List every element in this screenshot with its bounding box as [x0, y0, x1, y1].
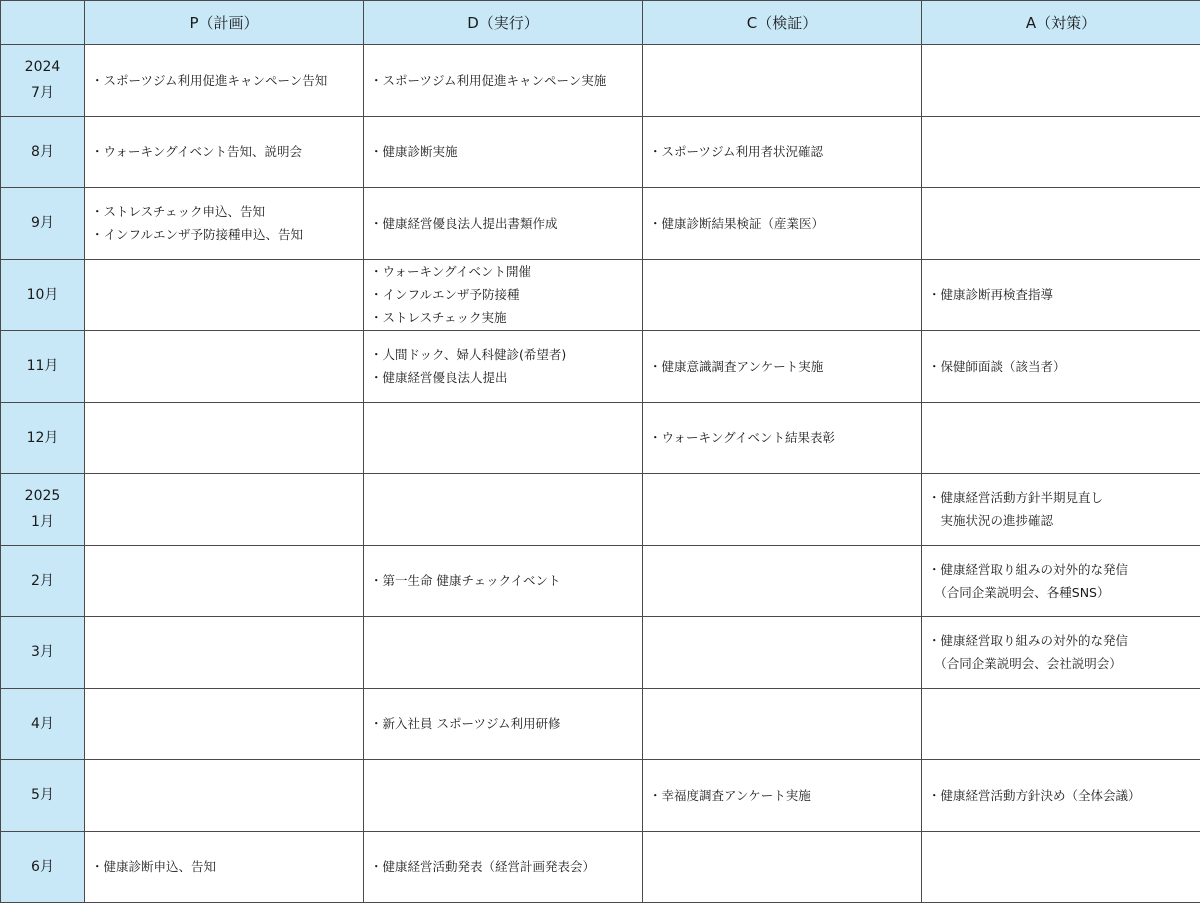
do-cell: [364, 688, 643, 760]
plan-cell: [85, 545, 364, 617]
task-item: ・ 健康意識調査アンケート実施: [649, 355, 917, 378]
do-cell: [364, 617, 643, 689]
act-cell: [922, 259, 1200, 331]
month-cell: [1, 331, 85, 403]
month-label: 1月: [31, 514, 54, 531]
plan-cell: [85, 259, 364, 331]
check-cell: [643, 617, 922, 689]
act-cell: [922, 831, 1200, 903]
table-row: [1, 188, 1200, 260]
act-cell: [922, 474, 1200, 546]
plan-cell: [85, 402, 364, 474]
act-cell: [922, 331, 1200, 403]
table-row: [1, 45, 1200, 117]
month-label: 7月: [31, 85, 54, 102]
month-label: 11月: [26, 358, 59, 375]
month-label: 12月: [26, 429, 59, 446]
task-item: ・ インフルエンザ予防接種申込、告知: [91, 223, 359, 246]
plan-cell: [85, 188, 364, 260]
month-cell: [1, 402, 85, 474]
month-cell: [1, 116, 85, 188]
task-item: ・ 健康経営取り組みの対外的な発信: [928, 629, 1196, 652]
check-cell: [643, 188, 922, 260]
task-item: （合同企業説明会、各種SNS）: [940, 584, 1110, 600]
do-cell: [364, 259, 643, 331]
table-row: [1, 617, 1200, 689]
plan-cell: [85, 617, 364, 689]
check-cell: [643, 831, 922, 903]
table-row: [1, 688, 1200, 760]
act-cell: [922, 545, 1200, 617]
act-cell: [922, 617, 1200, 689]
task-item: ・ 健康経営活動発表（経営計画発表会）: [370, 855, 638, 878]
do-cell: [364, 188, 643, 260]
header-do: D（実行）: [364, 1, 643, 45]
act-cell: [922, 402, 1200, 474]
month-cell: [1, 259, 85, 331]
header-corner: [1, 1, 85, 45]
month-label: 2024: [24, 59, 61, 76]
task-item: ・ 保健師面談（該当者）: [928, 355, 1196, 378]
table-row: [1, 760, 1200, 832]
task-item: ・ 健康経営活動方針半期見直し: [928, 486, 1196, 509]
check-cell: [643, 545, 922, 617]
task-item: ・ スポーツジム利用者状況確認: [649, 140, 917, 163]
month-cell: [1, 45, 85, 117]
task-item: ・ 人間ドック、婦人科健診(希望者): [370, 343, 638, 366]
month-cell: [1, 760, 85, 832]
task-item: ・ スポーツジム利用促進キャンペーン告知: [91, 69, 359, 92]
check-cell: [643, 45, 922, 117]
table-body: [1, 45, 1200, 903]
do-cell: [364, 831, 643, 903]
table-row: [1, 545, 1200, 617]
month-label: 5月: [31, 787, 54, 804]
check-cell: [643, 688, 922, 760]
act-cell: [922, 45, 1200, 117]
plan-cell: [85, 45, 364, 117]
act-cell: [922, 760, 1200, 832]
header-row: [1, 1, 1200, 45]
task-item: ・ 健康診断結果検証（産業医）: [649, 212, 917, 235]
task-item: ・ スポーツジム利用促進キャンペーン実施: [370, 69, 638, 92]
header-plan: P（計画）: [85, 1, 364, 45]
act-cell: [922, 688, 1200, 760]
header-check: C（検証）: [643, 1, 922, 45]
month-label: 6月: [31, 858, 54, 875]
task-item: ・ 健康経営活動方針決め（全体会議）: [928, 784, 1196, 807]
table-row: [1, 474, 1200, 546]
task-item: ・ 健康診断実施: [370, 140, 638, 163]
plan-cell: [85, 474, 364, 546]
check-cell: [643, 331, 922, 403]
task-item: ・ 健康経営優良法人提出書類作成: [370, 212, 638, 235]
check-cell: [643, 116, 922, 188]
task-item: ・ ストレスチェック実施: [370, 306, 638, 329]
month-cell: [1, 688, 85, 760]
task-item: （合同企業説明会、会社説明会）: [940, 656, 1122, 672]
month-label: 8月: [31, 143, 54, 160]
task-item: ・ 健康診断申込、告知: [91, 855, 359, 878]
task-item: ・ 健康診断再検査指導: [928, 283, 1196, 306]
task-item: 実施状況の進捗確認: [940, 513, 1054, 529]
do-cell: [364, 545, 643, 617]
task-item: ・ ウォーキングイベント告知、説明会: [91, 140, 359, 163]
task-item: ・ 第一生命 健康チェックイベント: [370, 569, 638, 592]
month-label: 2月: [31, 572, 54, 589]
do-cell: [364, 474, 643, 546]
plan-cell: [85, 331, 364, 403]
task-item: ・ 健康経営優良法人提出: [370, 366, 638, 389]
check-cell: [643, 760, 922, 832]
task-item: ・ ウォーキングイベント結果表彰: [649, 426, 917, 449]
task-item: ・ ストレスチェック申込、告知: [91, 200, 359, 223]
task-item: ・ 新入社員 スポーツジム利用研修: [370, 712, 638, 735]
check-cell: [643, 402, 922, 474]
act-cell: [922, 116, 1200, 188]
plan-cell: [85, 116, 364, 188]
do-cell: [364, 45, 643, 117]
check-cell: [643, 259, 922, 331]
month-label: 9月: [31, 215, 54, 232]
table-row: [1, 116, 1200, 188]
plan-cell: [85, 831, 364, 903]
task-item: ・ インフルエンザ予防接種: [370, 283, 638, 306]
month-cell: [1, 545, 85, 617]
act-cell: [922, 188, 1200, 260]
check-cell: [643, 474, 922, 546]
plan-cell: [85, 688, 364, 760]
month-label: 2025: [24, 488, 61, 505]
do-cell: [364, 402, 643, 474]
month-cell: [1, 831, 85, 903]
table-row: [1, 331, 1200, 403]
task-item: ・ 健康経営取り組みの対外的な発信: [928, 558, 1196, 581]
header-act: A（対策）: [922, 1, 1200, 45]
month-cell: [1, 474, 85, 546]
do-cell: [364, 331, 643, 403]
task-item: ・ 幸福度調査アンケート実施: [649, 784, 917, 807]
do-cell: [364, 760, 643, 832]
table-row: [1, 402, 1200, 474]
month-label: 10月: [26, 286, 59, 303]
plan-cell: [85, 760, 364, 832]
month-cell: [1, 617, 85, 689]
do-cell: [364, 116, 643, 188]
table-row: [1, 831, 1200, 903]
month-label: 4月: [31, 715, 54, 732]
task-item: ・ ウォーキングイベント開催: [370, 260, 638, 283]
month-cell: [1, 188, 85, 260]
month-label: 3月: [31, 644, 54, 661]
table-row: [1, 259, 1200, 331]
